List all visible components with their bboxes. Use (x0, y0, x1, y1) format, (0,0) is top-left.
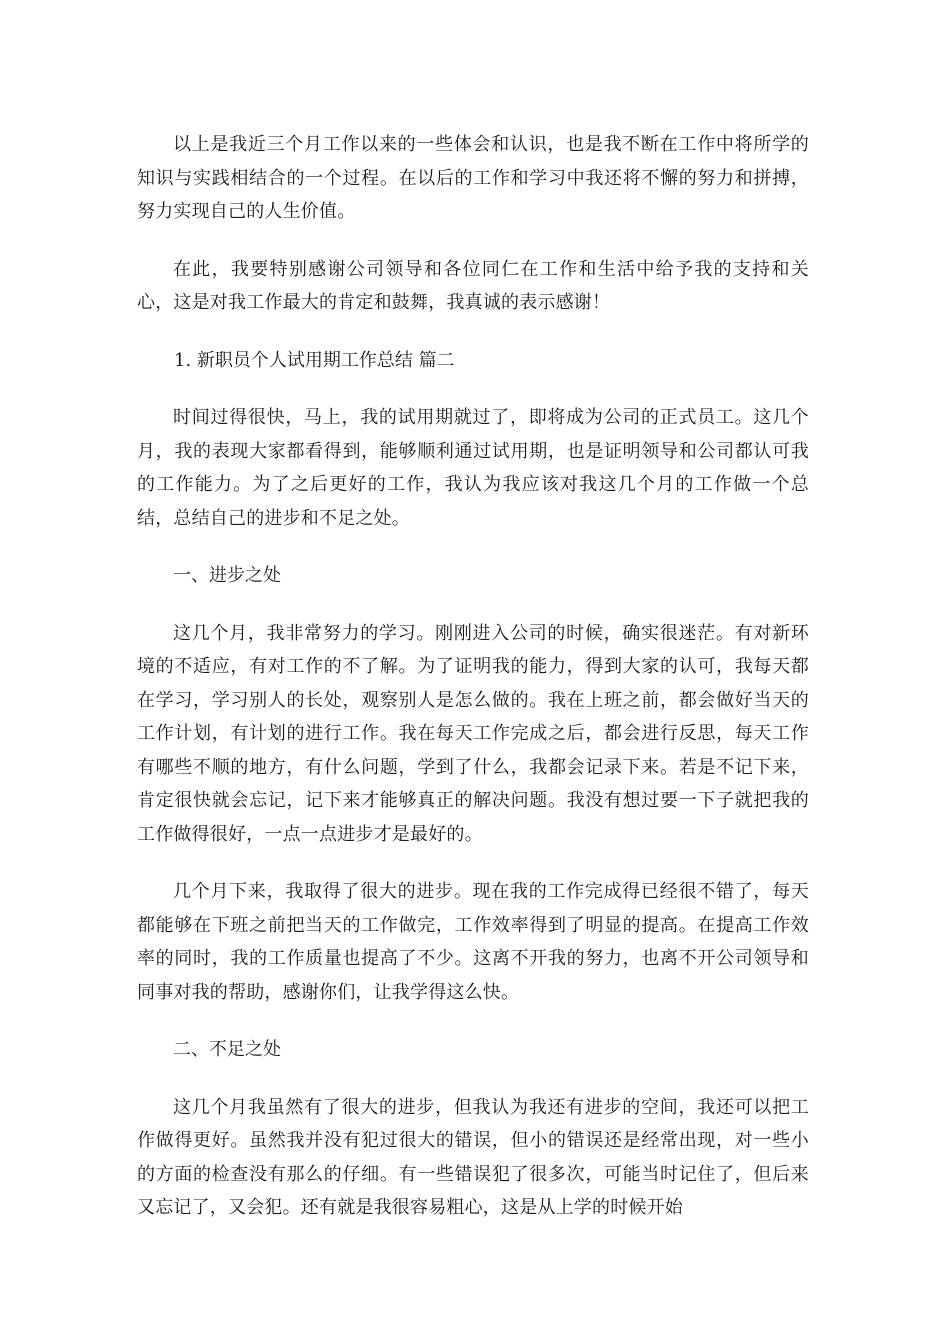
paragraph-gap (137, 851, 809, 875)
paragraph-closing-summary: 以上是我近三个月工作以来的一些体会和认识，也是我不断在工作中将所学的知识与实践相结合的一个过程。在以后的工作和学习中我还将不懈的努力和拼搏，努力实现自己的人生价值。 (137, 134, 809, 222)
paragraph-progress-results: 几个月下来，我取得了很大的进步。现在我的工作完成得已经很不错了，每天都能够在下班之前把当天的工作做完，工作效率得到了明显的提高。在提高工作效率的同时，我的工作质量也提高了不少。这离不开我的努力，也离不开公司领导和同事对我的帮助，感谢你们，让我学得这么快。 (137, 881, 809, 1003)
subheading-shortcomings: 二、不足之处 (173, 1039, 281, 1060)
section-heading-part-two: 1. 新职员个人试用期工作总结 篇二 (174, 349, 455, 371)
paragraph-gap (137, 320, 809, 344)
paragraph-gap (137, 377, 809, 401)
paragraph-gap (137, 1009, 809, 1033)
paragraph-intro: 时间过得很快，马上，我的试用期就过了，即将成为公司的正式员工。这几个月，我的表现大家都看得到，能够顺利通过试用期，也是证明领导和公司都认可我的工作能力。为了之后更好的工作，我认为我应该对我这几个月的工作做一个总结，总结自己的进步和不足之处。 (137, 407, 809, 529)
paragraph-gap (137, 593, 809, 617)
paragraph-thanks: 在此，我要特别感谢公司领导和各位同仁在工作和生活中给予我的支持和关心，这是对我工作最大的肯定和鼓舞，我真诚的表示感谢！ (137, 258, 809, 313)
paragraph-progress-learning: 这几个月，我非常努力的学习。刚刚进入公司的时候，确实很迷茫。有对新环境的不适应，有对工作的不了解。为了证明我的能力，得到大家的认可，我每天都在学习，学习别人的长处，观察别人是怎么做的。我在上班之前，都会做好当天的工作计划，有计划的进行工作。我在每天工作完成之后，都会进行反思，每天工作有哪些不顺的地方，有什么问题，学到了什么，我都会记录下来。若是不记下来，肯定很快就会忘记，记下来才能够真正的解决问题。我没有想过要一下子就把我的工作做得很好，一点一点进步才是最好的。 (137, 622, 809, 845)
subheading-progress: 一、进步之处 (173, 565, 281, 586)
paragraph-gap (137, 1067, 809, 1091)
paragraph-gap (137, 229, 809, 253)
document-page (137, 128, 809, 1225)
paragraph-shortcomings: 这几个月我虽然有了很大的进步，但我认为我还有进步的空间，我还可以把工作做得更好。虽然我并没有犯过很大的错误，但小的错误还是经常出现，对一些小的方面的检查没有那么的仔细。有一些错误犯了很多次，可能当时记住了，但后来又忘记了，又会犯。还有就是我很容易粗心，这是从上学的时候开始 (137, 1096, 809, 1218)
paragraph-gap (137, 535, 809, 559)
